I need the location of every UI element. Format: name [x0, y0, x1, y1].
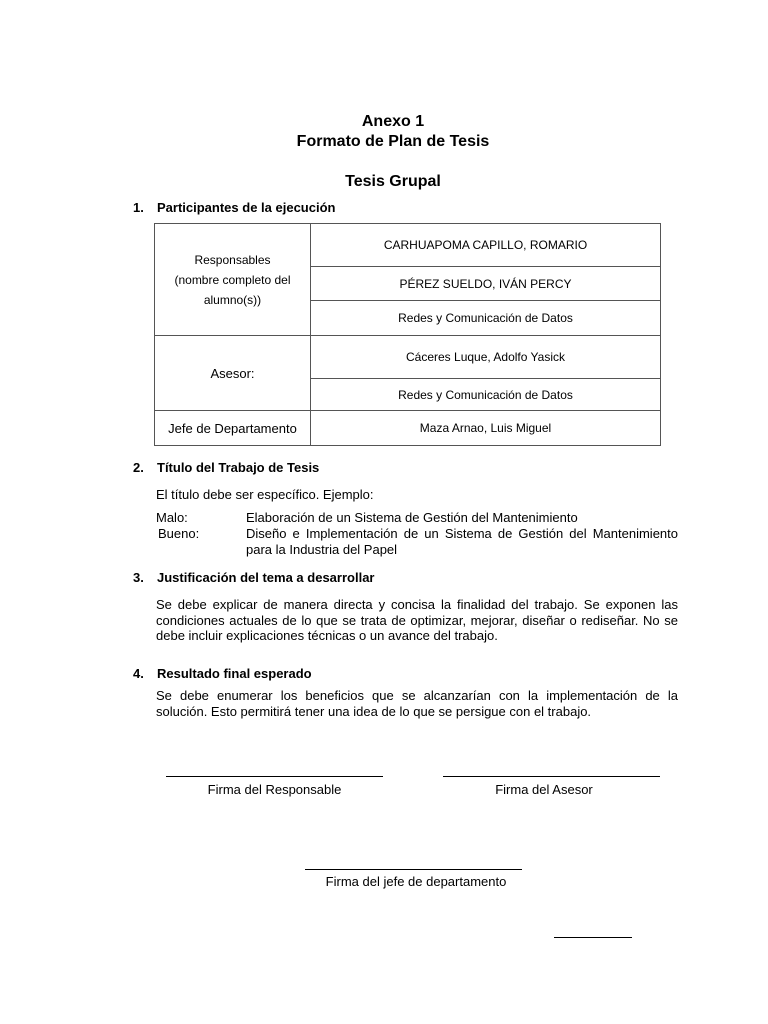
jefe-name: Maza Arnao, Luis Miguel: [311, 411, 661, 446]
responsable-1: CARHUAPOMA CAPILLO, ROMARIO: [311, 224, 661, 267]
section-number: 1.: [133, 200, 144, 215]
signature-label-responsable: Firma del Responsable: [207, 782, 342, 797]
section-number: 4.: [133, 666, 144, 681]
section-title: Justificación del tema a desarrollar: [157, 570, 375, 585]
responsables-label-cell: [155, 224, 311, 336]
format-title: Formato de Plan de Tesis: [296, 133, 490, 150]
annex-title: Anexo 1: [361, 113, 425, 130]
justificacion-text: Se debe explicar de manera directa y concisa la finalidad del trabajo. Se exponen las condiciones actuales de lo que se trata de optimizar, mejorar, diseñar o rediseñar. No se debe incluir explicaciones técnicas o un avance del trabajo.: [156, 597, 678, 643]
signature-line-asesor: [443, 776, 660, 777]
responsables-label-detail-end: alumno(s)): [203, 292, 262, 307]
asesor-area: Redes y Comunicación de Datos: [311, 379, 661, 411]
titulo-intro: El título debe ser específico. Ejemplo:: [156, 487, 374, 502]
section-title: Título del Trabajo de Tesis: [157, 460, 320, 475]
bueno-label: Bueno:: [158, 526, 200, 541]
signature-line-jefe: [305, 869, 522, 870]
responsables-label-detail: (nombre completo del: [174, 272, 291, 287]
section-title: Resultado final esperado: [157, 666, 312, 681]
participants-table: [154, 223, 661, 446]
page-subtitle: Tesis Grupal: [345, 173, 441, 190]
section-number: 3.: [133, 570, 144, 585]
signature-label-jefe: Firma del jefe de departamento: [325, 874, 507, 889]
bueno-text: Diseño e Implementación de un Sistema de Gestión del Mantenimiento para la Industria del Papel: [246, 526, 678, 557]
section-title: Participantes de la ejecución: [157, 200, 336, 215]
resultado-text: Se debe enumerar los beneficios que se alcanzarían con la implementación de la solución. Esto permitirá tener una idea de lo que se persigue con el trabajo.: [156, 688, 678, 719]
asesor-label: Asesor:: [155, 336, 311, 411]
responsables-label: Responsables: [194, 252, 271, 267]
jefe-label: Jefe de Departamento: [155, 411, 311, 446]
asesor-name: Cáceres Luque, Adolfo Yasick: [311, 336, 661, 379]
footer-line: [554, 937, 632, 938]
malo-label: Malo:: [156, 510, 188, 525]
section-number: 2.: [133, 460, 144, 475]
malo-text: Elaboración de un Sistema de Gestión del Mantenimiento: [246, 510, 578, 525]
responsable-2: PÉREZ SUELDO, IVÁN PERCY: [311, 267, 661, 301]
signature-label-asesor: Firma del Asesor: [495, 782, 593, 797]
responsables-area: Redes y Comunicación de Datos: [311, 301, 661, 336]
signature-line-responsable: [166, 776, 383, 777]
